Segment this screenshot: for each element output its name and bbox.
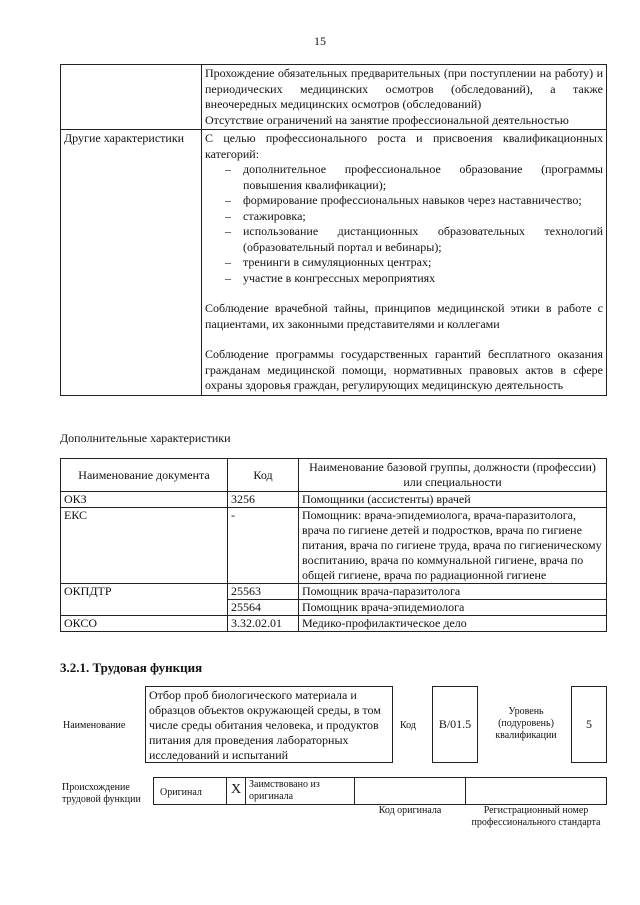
function-name-value: Отбор проб биологического материала и образцов объектов окружающей среды, в том числе среды обитания человека, и продуктов питания для проведения лабораторных исследований и испытаний [145, 686, 393, 763]
code-okpdtr-1: 25563 [228, 584, 299, 600]
name-okso: Медико-профилактическое дело [299, 616, 607, 632]
registration-number-caption: Регистрационный номер профессионального стандарта [471, 805, 601, 828]
function-name-label: Наименование [63, 720, 126, 731]
code-okz: 3256 [228, 492, 299, 508]
growth-intro: С целью профессионального роста и присвоения квалификационных категорий: [205, 131, 603, 161]
additional-characteristics-table [60, 458, 607, 632]
section-title: 3.2.1. Трудовая функция [60, 660, 203, 675]
list-item: – использование дистанционных образовательных технологий (образовательный портал и вебинары); [205, 224, 603, 255]
guarantees-text: Соблюдение программы государственных гарантий бесплатного оказания гражданам медицинской помощи, нормативных правовых актов в сфере охраны здоровья граждан, регулирующих медицинскую деятельность [205, 347, 603, 392]
code-okpdtr-2: 25564 [228, 600, 299, 616]
registration-number-cell [465, 777, 607, 805]
table-row [61, 584, 607, 600]
confidentiality-text: Соблюдение врачебной тайны, принципов медицинской этики в работе с пациентами, их законными представителями и коллегами [205, 301, 603, 331]
name-okpdtr-2: Помощник врача-эпидемиолога [299, 600, 607, 616]
growth-list [205, 162, 603, 286]
page-number: 15 [314, 34, 326, 48]
table-row [61, 492, 607, 508]
doc-okso: ОКСО [61, 616, 228, 632]
list-item: – формирование профессиональных навыков через наставничество; [205, 193, 603, 209]
doc-okz: ОКЗ [61, 492, 228, 508]
table-row [61, 130, 607, 396]
doc-okpdtr: ОКПДТР [61, 584, 228, 616]
header-code: Код [228, 459, 299, 492]
original-mark: X [226, 777, 246, 805]
qualification-level-label: Уровень (подуровень) квалификации [495, 706, 557, 741]
qualification-level-value: 5 [571, 686, 607, 763]
table-row [61, 616, 607, 632]
function-code-value: B/01.5 [432, 686, 478, 763]
name-okz: Помощники (ассистенты) врачей [299, 492, 607, 508]
table-header-row [61, 459, 607, 492]
table-row [61, 65, 607, 130]
borrowed-cell: Заимствовано из оригинала [245, 777, 355, 805]
origin-label: Происхождение трудовой функции [62, 782, 141, 805]
list-item: – дополнительное профессиональное образование (программы повышения квалификации); [205, 162, 603, 193]
header-document: Наименование документа [61, 459, 228, 492]
characteristics-table [60, 64, 607, 396]
list-item: – участие в конгрессных мероприятиях [205, 271, 603, 287]
no-restrictions-text: Отсутствие ограничений на занятие профессиональной деятельностью [205, 112, 569, 127]
header-name: Наименование базовой группы, должности (профессии) или специальности [299, 459, 607, 492]
original-cell: Оригинал [153, 777, 227, 805]
function-code-label: Код [400, 720, 416, 731]
additional-characteristics-heading: Дополнительные характеристики [60, 431, 231, 445]
name-okpdtr-1: Помощник врача-паразитолога [299, 584, 607, 600]
medical-exam-text: Прохождение обязательных предварительных (при поступлении на работу) и периодических медицинских осмотров (обследований), а также внеочередных медицинских осмотров (обследований) [205, 66, 603, 111]
code-eks: - [228, 508, 299, 584]
table-row [61, 508, 607, 584]
list-item: – тренинги в симуляционных центрах; [205, 255, 603, 271]
original-code-cell [354, 777, 466, 805]
list-item: – стажировка; [205, 209, 603, 225]
original-code-caption: Код оригинала [378, 805, 442, 816]
name-eks: Помощник: врача-эпидемиолога, врача-паразитолога, врача по гигиене детей и подростков, врача по гигиене питания, врача по гигиене труда, врача по гигиеническому воспитанию, врача по коммунальной гигиене, врача по общей гигиене, врача по радиационной гигиене [299, 508, 607, 584]
code-okso: 3.32.02.01 [228, 616, 299, 632]
row-label-empty [61, 65, 202, 130]
other-characteristics-label: Другие характеристики [61, 130, 202, 396]
doc-eks: ЕКС [61, 508, 228, 584]
